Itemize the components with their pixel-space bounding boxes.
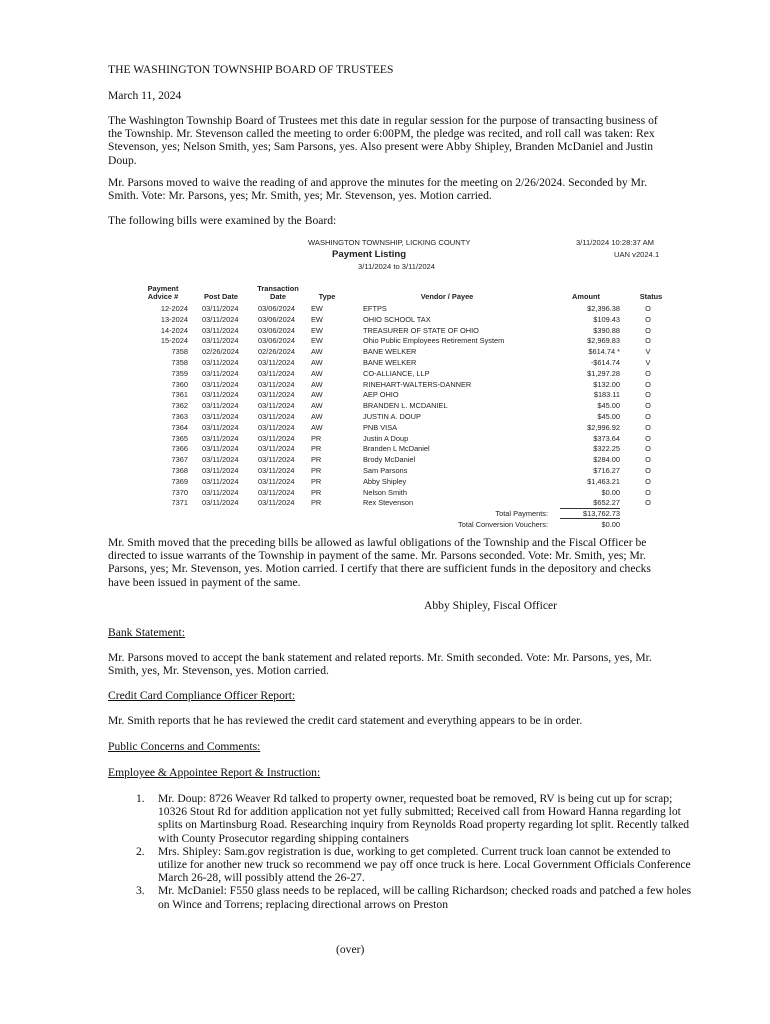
total-conversion-value: $0.00 [601, 520, 620, 529]
cell-post: 03/11/2024 [202, 401, 239, 411]
cell-status: O [645, 422, 651, 432]
col-header-trans: Transaction Date [257, 284, 299, 301]
meeting-date: March 11, 2024 [108, 89, 182, 102]
table-row [140, 434, 680, 445]
cell-type: PR [311, 465, 322, 475]
listing-org: WASHINGTON TOWNSHIP, LICKING COUNTY [308, 238, 471, 247]
minutes-paragraph: Mr. Parsons moved to waive the reading of and approve the minutes for the meeting on 2/26/2024. Seconded by Mr. Smith. Vote: Mr. Parsons, yes; Mr. Smith, yes; Mr. Stevenson, yes. Motion carried. [108, 176, 648, 203]
cell-advice: 7359 [171, 368, 188, 378]
listing-range: 3/11/2024 to 3/11/2024 [358, 262, 435, 271]
cell-advice: 15-2024 [160, 336, 188, 346]
cell-vendor: Abby Shipley [363, 476, 407, 486]
table-row [140, 369, 680, 380]
cell-amount: $132.00 [593, 379, 620, 389]
cell-trans: 03/11/2024 [258, 379, 295, 389]
bills-motion-paragraph: Mr. Smith moved that the preceding bills be allowed as lawful obligations of the Township and the Fiscal Officer be directed to issue warrants of the Township in payment of the same. Mr. Parsons seconded. Vote: Mr. Smith, yes; Mr. Parsons, yes; Mr. Stevenson, yes. Motion carried. I certify that there are sufficient funds in the depository and checks have been issued in payment of the same. [108, 536, 651, 589]
credit-card-heading: Credit Card Compliance Officer Report: [108, 689, 296, 702]
listing-title: Payment Listing [332, 249, 407, 260]
cell-status: O [645, 379, 651, 389]
cell-status: O [645, 487, 651, 497]
cell-post: 03/11/2024 [202, 304, 239, 313]
cell-status: O [645, 336, 651, 346]
cell-amount: $109.43 [593, 314, 620, 324]
cell-amount: $45.00 [597, 411, 620, 421]
cell-amount: $322.25 [593, 444, 620, 454]
cell-type: PR [311, 455, 322, 465]
cell-vendor: BRANDEN L. MCDANIEL [363, 401, 448, 411]
list-item-text: Mr. Doup: 8726 Weaver Rd talked to property owner, requested boat be removed, RV is being cut up for scrap; 10326 Stout Rd for addition application not yet fully submitted; Received call from Howard Hanna regarding lot splits on Martinsburg Road. Researching inquiry from Reynolds Road property regarding lot split. Recently talked with County Prosecutor regarding shipping containers [158, 792, 690, 845]
cell-post: 03/11/2024 [202, 465, 239, 475]
cell-amount: $1,297.28 [587, 368, 620, 378]
cell-advice: 7369 [171, 476, 188, 486]
table-row [140, 390, 680, 401]
table-row [140, 380, 680, 391]
cell-advice: 7368 [171, 465, 188, 475]
table-row [140, 412, 680, 423]
cell-amount: $390.88 [593, 325, 620, 335]
cell-post: 03/11/2024 [202, 325, 239, 335]
cell-vendor: Branden L McDaniel [363, 444, 430, 454]
cell-trans: 03/11/2024 [258, 476, 295, 486]
cell-vendor: Nelson Smith [363, 487, 407, 497]
cell-type: AW [311, 411, 323, 421]
listing-timestamp: 3/11/2024 10:28:37 AM [576, 238, 654, 247]
cell-vendor: CO-ALLIANCE, LLP [363, 368, 430, 378]
cell-status: O [645, 455, 651, 465]
cell-advice: 14-2024 [160, 325, 188, 335]
cell-advice: 7358 [171, 357, 188, 367]
cell-amount: $284.00 [593, 455, 620, 465]
list-item [108, 845, 692, 885]
cell-advice: 7360 [171, 379, 188, 389]
cell-amount: $183.11 [593, 390, 620, 400]
table-row [140, 326, 680, 337]
cell-advice: 7358 [171, 347, 188, 357]
cell-type: AW [311, 357, 323, 367]
table-row [140, 477, 680, 488]
cell-trans: 03/06/2024 [258, 336, 295, 346]
cell-vendor: BANE WELKER [363, 357, 417, 367]
cell-status: O [645, 411, 651, 421]
bank-statement-paragraph: Mr. Parsons moved to accept the bank statement and related reports. Mr. Smith seconded. Vote: Mr. Parsons, yes, Mr. Smith, yes, Mr. Stevenson, yes. Motion carried. [108, 651, 652, 678]
cell-type: AW [311, 390, 323, 400]
table-row [140, 358, 680, 369]
cell-amount: $45.00 [597, 401, 620, 411]
col-header-advice: Payment Advice # [147, 284, 179, 301]
cell-trans: 03/11/2024 [258, 368, 295, 378]
cell-amount: $652.27 [593, 498, 620, 508]
cell-advice: 7366 [171, 444, 188, 454]
cell-vendor: Justin A Doup [363, 433, 409, 443]
cell-type: PR [311, 498, 322, 508]
cell-post: 03/11/2024 [202, 411, 239, 421]
cell-type: EW [311, 325, 323, 335]
table-row [140, 401, 680, 412]
table-row [140, 455, 680, 466]
table-row [140, 304, 680, 315]
payment-rows [140, 304, 680, 509]
cell-post: 03/11/2024 [202, 433, 239, 443]
cell-amount: -$614.74 [590, 357, 620, 367]
cell-type: AW [311, 422, 323, 432]
cell-amount: $614.74 * [588, 347, 620, 357]
cell-type: PR [311, 433, 322, 443]
cell-trans: 03/06/2024 [258, 304, 295, 313]
cell-trans: 03/11/2024 [258, 498, 295, 508]
cell-post: 03/11/2024 [202, 390, 239, 400]
cell-advice: 7363 [171, 411, 188, 421]
cell-post: 03/11/2024 [202, 422, 239, 432]
cell-status: O [645, 304, 651, 313]
cell-status: O [645, 368, 651, 378]
bank-statement-heading: Bank Statement: [108, 626, 185, 639]
cell-advice: 7371 [171, 498, 188, 508]
cell-vendor: Ohio Public Employees Retirement System [363, 336, 505, 346]
table-row [140, 466, 680, 477]
cell-trans: 03/11/2024 [258, 422, 295, 432]
list-item [108, 792, 692, 845]
cell-amount: $2,996.92 [587, 422, 620, 432]
cell-post: 03/11/2024 [202, 444, 239, 454]
cell-status: O [645, 476, 651, 486]
employee-report-list [108, 792, 692, 911]
cell-amount: $716.27 [593, 465, 620, 475]
page-footer-over: (over) [336, 943, 365, 956]
cell-advice: 7364 [171, 422, 188, 432]
cell-status: O [645, 390, 651, 400]
table-row [140, 347, 680, 358]
cell-post: 03/11/2024 [202, 336, 239, 346]
cell-vendor: Brody McDaniel [363, 455, 416, 465]
col-header-post: Post Date [203, 292, 239, 301]
cell-trans: 03/11/2024 [258, 390, 295, 400]
cell-trans: 03/11/2024 [258, 433, 295, 443]
col-header-amount: Amount [572, 292, 600, 301]
cell-type: EW [311, 304, 323, 313]
table-row [140, 315, 680, 326]
bills-intro: The following bills were examined by the Board: [108, 214, 337, 227]
public-concerns-heading: Public Concerns and Comments: [108, 740, 261, 753]
employee-report-heading: Employee & Appointee Report & Instruction: [108, 766, 321, 779]
col-header-type: Type [318, 292, 336, 301]
table-row [140, 423, 680, 434]
cell-vendor: Rex Stevenson [363, 498, 414, 508]
cell-trans: 03/11/2024 [258, 487, 295, 497]
cell-post: 03/11/2024 [202, 379, 239, 389]
list-item-number: 2. [136, 844, 145, 858]
cell-advice: 7365 [171, 433, 188, 443]
total-payments-label: Total Payments: [495, 509, 548, 518]
cell-trans: 03/11/2024 [258, 411, 295, 421]
cell-amount: $1,463.21 [587, 476, 620, 486]
document-heading: THE WASHINGTON TOWNSHIP BOARD OF TRUSTEES [108, 63, 394, 76]
cell-status: O [645, 314, 651, 324]
list-item-text: Mr. McDaniel: F550 glass needs to be replaced, will be calling Richardson; checked roads and patched a few holes on Wince and Torrens; replacing directional arrows on Preston [158, 884, 692, 911]
table-row [140, 488, 680, 499]
cell-vendor: OHIO SCHOOL TAX [363, 314, 431, 324]
table-row [140, 444, 680, 455]
cell-advice: 7370 [171, 487, 188, 497]
intro-paragraph: The Washington Township Board of Trustees met this date in regular session for the purpose of transacting business of the Township. Mr. Stevenson called the meeting to order 6:00PM, the pledge was recited, and roll call was taken: Rex Stevenson, yes; Nelson Smith, yes; Sam Parsons, yes. Also present were Abby Shipley, Branden McDaniel and Justin Doup. [108, 114, 658, 167]
cell-vendor: TREASURER OF STATE OF OHIO [363, 325, 479, 335]
cell-status: O [645, 465, 651, 475]
total-conversion-label: Total Conversion Vouchers: [458, 520, 548, 529]
col-header-status: Status [639, 292, 663, 301]
payment-listing [140, 238, 680, 530]
cell-advice: 7362 [171, 401, 188, 411]
cell-type: EW [311, 336, 323, 346]
cell-status: V [645, 357, 651, 367]
totals-rule [560, 518, 620, 519]
cell-post: 02/26/2024 [202, 347, 239, 357]
cell-vendor: PNB VISA [363, 422, 398, 432]
cell-trans: 03/06/2024 [258, 314, 295, 324]
list-item-number: 3. [136, 884, 145, 898]
cell-post: 03/11/2024 [202, 487, 239, 497]
credit-card-paragraph: Mr. Smith reports that he has reviewed the credit card statement and everything appears to be in order. [108, 714, 583, 727]
cell-vendor: AEP OHIO [363, 390, 399, 400]
cell-post: 03/11/2024 [202, 368, 239, 378]
cell-trans: 03/11/2024 [258, 357, 295, 367]
cell-amount: $373.64 [593, 433, 620, 443]
cell-advice: 7361 [171, 390, 188, 400]
listing-version: UAN v2024.1 [614, 250, 660, 259]
cell-advice: 7367 [171, 455, 188, 465]
cell-trans: 03/11/2024 [258, 401, 295, 411]
cell-type: PR [311, 476, 322, 486]
cell-status: O [645, 401, 651, 411]
cell-vendor: Sam Parsons [363, 465, 408, 475]
cell-status: O [645, 498, 651, 508]
cell-type: PR [311, 487, 322, 497]
list-item-number: 1. [136, 792, 145, 805]
cell-trans: 03/06/2024 [258, 325, 295, 335]
cell-type: AW [311, 368, 323, 378]
cell-status: O [645, 433, 651, 443]
cell-type: AW [311, 347, 323, 357]
cell-advice: 13-2024 [160, 314, 188, 324]
col-header-vendor: Vendor / Payee [420, 292, 474, 301]
cell-vendor: JUSTIN A. DOUP [363, 411, 421, 421]
cell-status: O [645, 444, 651, 454]
cell-vendor: RINEHART-WALTERS-DANNER [363, 379, 472, 389]
cell-amount: $0.00 [601, 487, 620, 497]
cell-type: EW [311, 314, 323, 324]
cell-advice: 12-2024 [160, 304, 188, 313]
cell-post: 03/11/2024 [202, 476, 239, 486]
cell-trans: 03/11/2024 [258, 465, 295, 475]
cell-type: AW [311, 401, 323, 411]
cell-status: V [645, 347, 651, 357]
fiscal-officer-signature: Abby Shipley, Fiscal Officer [424, 599, 557, 612]
cell-post: 03/11/2024 [202, 357, 239, 367]
cell-type: AW [311, 379, 323, 389]
cell-amount: $2,969.83 [587, 336, 620, 346]
cell-vendor: EFTPS [363, 304, 387, 313]
cell-post: 03/11/2024 [202, 498, 239, 508]
total-payments-value: $13,762.73 [583, 509, 620, 518]
table-row [140, 336, 680, 347]
cell-trans: 03/11/2024 [258, 455, 295, 465]
cell-trans: 03/11/2024 [258, 444, 295, 454]
cell-vendor: BANE WELKER [363, 347, 417, 357]
cell-post: 03/11/2024 [202, 314, 239, 324]
cell-trans: 02/26/2024 [258, 347, 295, 357]
list-item-text: Mrs. Shipley: Sam.gov registration is due, working to get completed. Current truck loan cannot be extended to utilize for another new truck so recommend we pay off once truck is here. Local Government Officials Conference March 26-28, will possibly attend the 26-27. [158, 844, 691, 885]
list-item [108, 884, 692, 910]
cell-status: O [645, 325, 651, 335]
cell-post: 03/11/2024 [202, 455, 239, 465]
cell-amount: $2,396.38 [587, 304, 620, 313]
cell-type: PR [311, 444, 322, 454]
